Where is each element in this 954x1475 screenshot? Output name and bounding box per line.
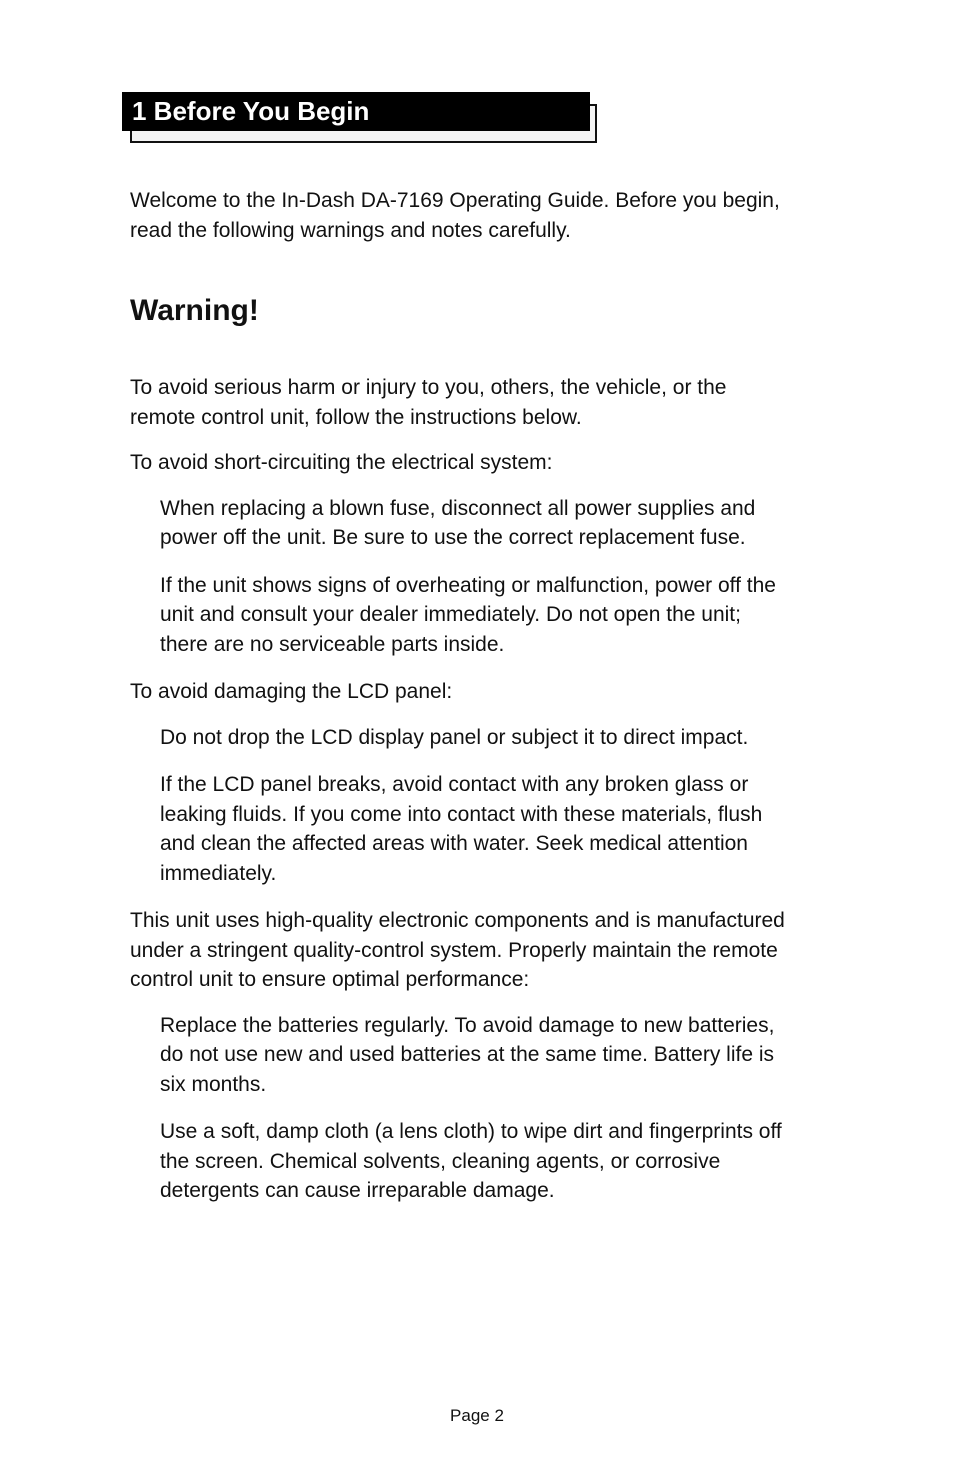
banner-face <box>122 92 590 131</box>
lcd-item-breakage: If the LCD panel breaks, avoid contact with any broken glass or leaking fluids. If you come into contact with these materials, flush and clean the affected areas with water. Seek medical attention immediately. <box>160 773 763 885</box>
page-number: Page 2 <box>450 1406 504 1425</box>
maintenance-item-batteries: Replace the batteries regularly. To avoid damage to new batteries, do not use new and used batteries at the same time. Battery life is six months. <box>160 1013 775 1096</box>
section-banner <box>122 92 592 132</box>
maintenance-heading: This unit uses high-quality electronic components and is manufactured under a stringent quality-control system. Properly maintain the remote control unit to ensure optimal performance: <box>130 909 785 991</box>
lcd-item-impact: Do not drop the LCD display panel or subject it to direct impact. <box>160 725 749 749</box>
section-title: 1 Before You Begin <box>132 96 370 126</box>
electrical-item-overheating: If the unit shows signs of overheating or malfunction, power off the unit and consult your dealer immediately. Do not open the unit; there are no serviceable parts inside. <box>160 573 776 656</box>
maintenance-item-cleaning: Use a soft, damp cloth (a lens cloth) to wipe dirt and fingerprints off the screen. Chemical solvents, cleaning agents, or corrosive detergents can cause irreparable damage. <box>160 1120 782 1202</box>
electrical-heading: To avoid short-circuiting the electrical system: <box>130 451 553 474</box>
warning-heading: Warning! <box>130 294 259 327</box>
intro-paragraph: Welcome to the In-Dash DA-7169 Operating Guide. Before you begin, read the following warnings and notes carefully. <box>130 189 780 242</box>
electrical-item-fuse: When replacing a blown fuse, disconnect all power supplies and power off the unit. Be sure to use the correct replacement fuse. <box>160 496 756 549</box>
page-content <box>130 186 790 1224</box>
lcd-heading: To avoid damaging the LCD panel: <box>130 680 453 703</box>
warning-lead-paragraph: To avoid serious harm or injury to you, others, the vehicle, or the remote control unit, follow the instructions below. <box>130 376 727 429</box>
